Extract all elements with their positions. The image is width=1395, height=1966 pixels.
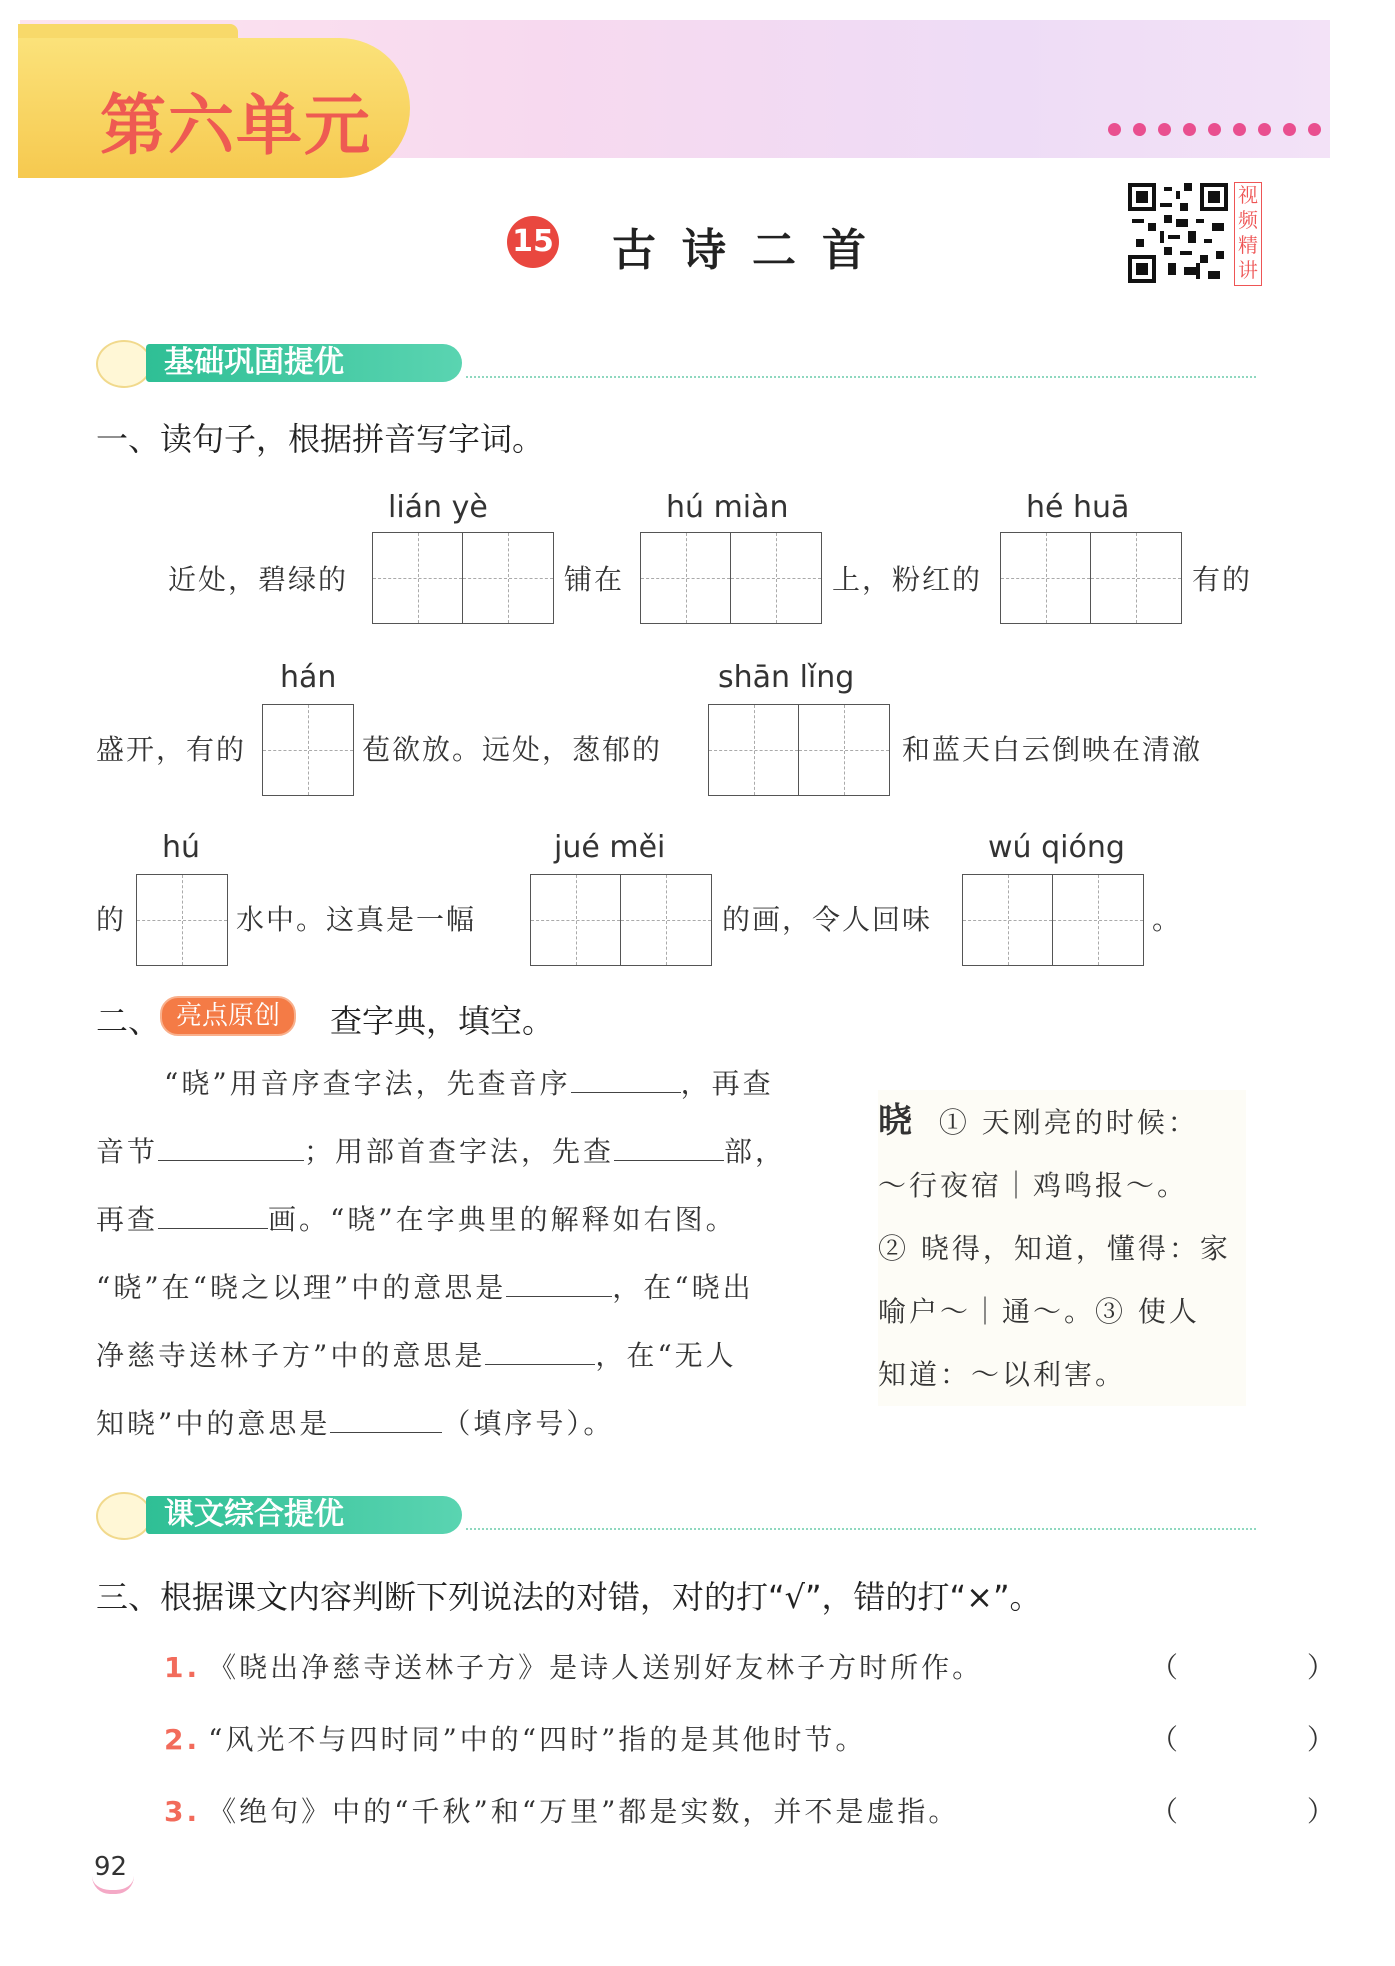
answer-paren[interactable]: （ ） xyxy=(1150,1795,1395,1828)
blank-yinxu[interactable] xyxy=(571,1062,681,1093)
pinyin: hú xyxy=(162,830,201,865)
pinyin: hán xyxy=(280,660,337,695)
dictionary-paragraph: “晓”用音序查字法，先查音序 ，再查 音节 ；用部首查字法，先查 部， 再查 画。“晓”在字典里的解释如右图。 “晓”在“晓之以理”中的意思是 ，在“晓出 净慈寺送林子方”中的意思是 ，在“无人 知晓”中的意思是 （填序号）。 xyxy=(96,1050,826,1458)
sentence-text: 和蓝天白云倒映在清澈 xyxy=(902,733,1203,766)
sentence-text: 。 xyxy=(1152,903,1183,936)
question-3-title: 三、根据课文内容判断下列说法的对错，对的打“√”，错的打“×”。 xyxy=(96,1578,1042,1616)
sentence-text: 近处，碧绿的 xyxy=(168,563,349,596)
section-label: 课文综合提优 xyxy=(146,1496,462,1534)
answer-boxes-juemei[interactable] xyxy=(530,874,712,966)
sentence-text: 的画，令人回味 xyxy=(722,903,933,936)
blank-meaning-1[interactable] xyxy=(506,1266,612,1297)
answer-boxes-humian[interactable] xyxy=(640,532,822,624)
header-dots xyxy=(1108,123,1321,136)
question-1-title: 一、读句子，根据拼音写字词。 xyxy=(96,420,545,458)
answer-boxes-wuqiong[interactable] xyxy=(962,874,1144,966)
answer-boxes-lianye[interactable] xyxy=(372,532,554,624)
lesson-title: 古诗二首 xyxy=(612,225,892,276)
question-2-title: 查字典，填空。 xyxy=(330,1002,555,1040)
book-sun-icon xyxy=(96,340,152,388)
pinyin: lián yè xyxy=(388,490,488,525)
pinyin: hé huā xyxy=(1026,490,1130,525)
section-banner-basics xyxy=(96,340,1256,384)
sentence-text: 的 xyxy=(96,903,127,936)
unit-title: 第六单元 xyxy=(100,87,372,164)
pinyin: shān lǐng xyxy=(718,660,855,695)
blank-bushou[interactable] xyxy=(614,1130,724,1161)
pinyin: jué měi xyxy=(554,830,666,865)
page-number-decoration xyxy=(92,1876,134,1894)
blank-hua[interactable] xyxy=(158,1198,268,1229)
qr-caption: 视频精讲 xyxy=(1234,182,1262,286)
header-tab-top xyxy=(18,24,238,38)
dictionary-entry: 晓 ① 天刚亮的时候： ～行夜宿｜鸡鸣报～。 ② 晓得，知道，懂得：家 喻户～｜通～。③ 使人 知道：～以利害。 xyxy=(878,1090,1246,1406)
answer-paren[interactable]: （ ） xyxy=(1150,1651,1395,1684)
pinyin: hú miàn xyxy=(666,490,789,525)
judgement-item: 1. 《晓出净慈寺送林子方》是诗人送别好友林子方时所作。 xyxy=(164,1651,984,1684)
lesson-number-badge: 15 xyxy=(507,216,559,268)
answer-boxes-han[interactable] xyxy=(262,704,354,796)
blank-yinjie[interactable] xyxy=(158,1130,304,1161)
judgement-item: 3. 《绝句》中的“千秋”和“万里”都是实数，并不是虚指。 xyxy=(164,1795,960,1828)
page-number: 92 xyxy=(94,1852,128,1882)
sentence-text: 盛开，有的 xyxy=(96,733,247,766)
answer-boxes-hu[interactable] xyxy=(136,874,228,966)
blank-meaning-3[interactable] xyxy=(330,1402,442,1433)
sentence-text: 苞欲放。远处，葱郁的 xyxy=(362,733,663,766)
answer-boxes-hehua[interactable] xyxy=(1000,532,1182,624)
dict-headword: 晓 xyxy=(878,1101,915,1141)
sentence-text: 铺在 xyxy=(564,563,625,596)
judgement-item: 2. “风光不与四时同”中的“四时”指的是其他时节。 xyxy=(164,1723,867,1756)
section-label: 基础巩固提优 xyxy=(146,344,462,382)
pinyin: wú qióng xyxy=(988,830,1125,865)
question-2-prefix: 二、 xyxy=(96,1002,161,1040)
qr-code-icon[interactable] xyxy=(1128,183,1228,283)
sentence-text: 有的 xyxy=(1192,563,1253,596)
sentence-text: 水中。这真是一幅 xyxy=(236,903,477,936)
blank-meaning-2[interactable] xyxy=(485,1334,595,1365)
answer-paren[interactable]: （ ） xyxy=(1150,1723,1395,1756)
highlight-badge: 亮点原创 xyxy=(160,996,296,1036)
answer-boxes-shanling[interactable] xyxy=(708,704,890,796)
trophy-icon xyxy=(96,1492,152,1540)
section-banner-text xyxy=(96,1492,1256,1536)
sentence-text: 上，粉红的 xyxy=(832,563,983,596)
